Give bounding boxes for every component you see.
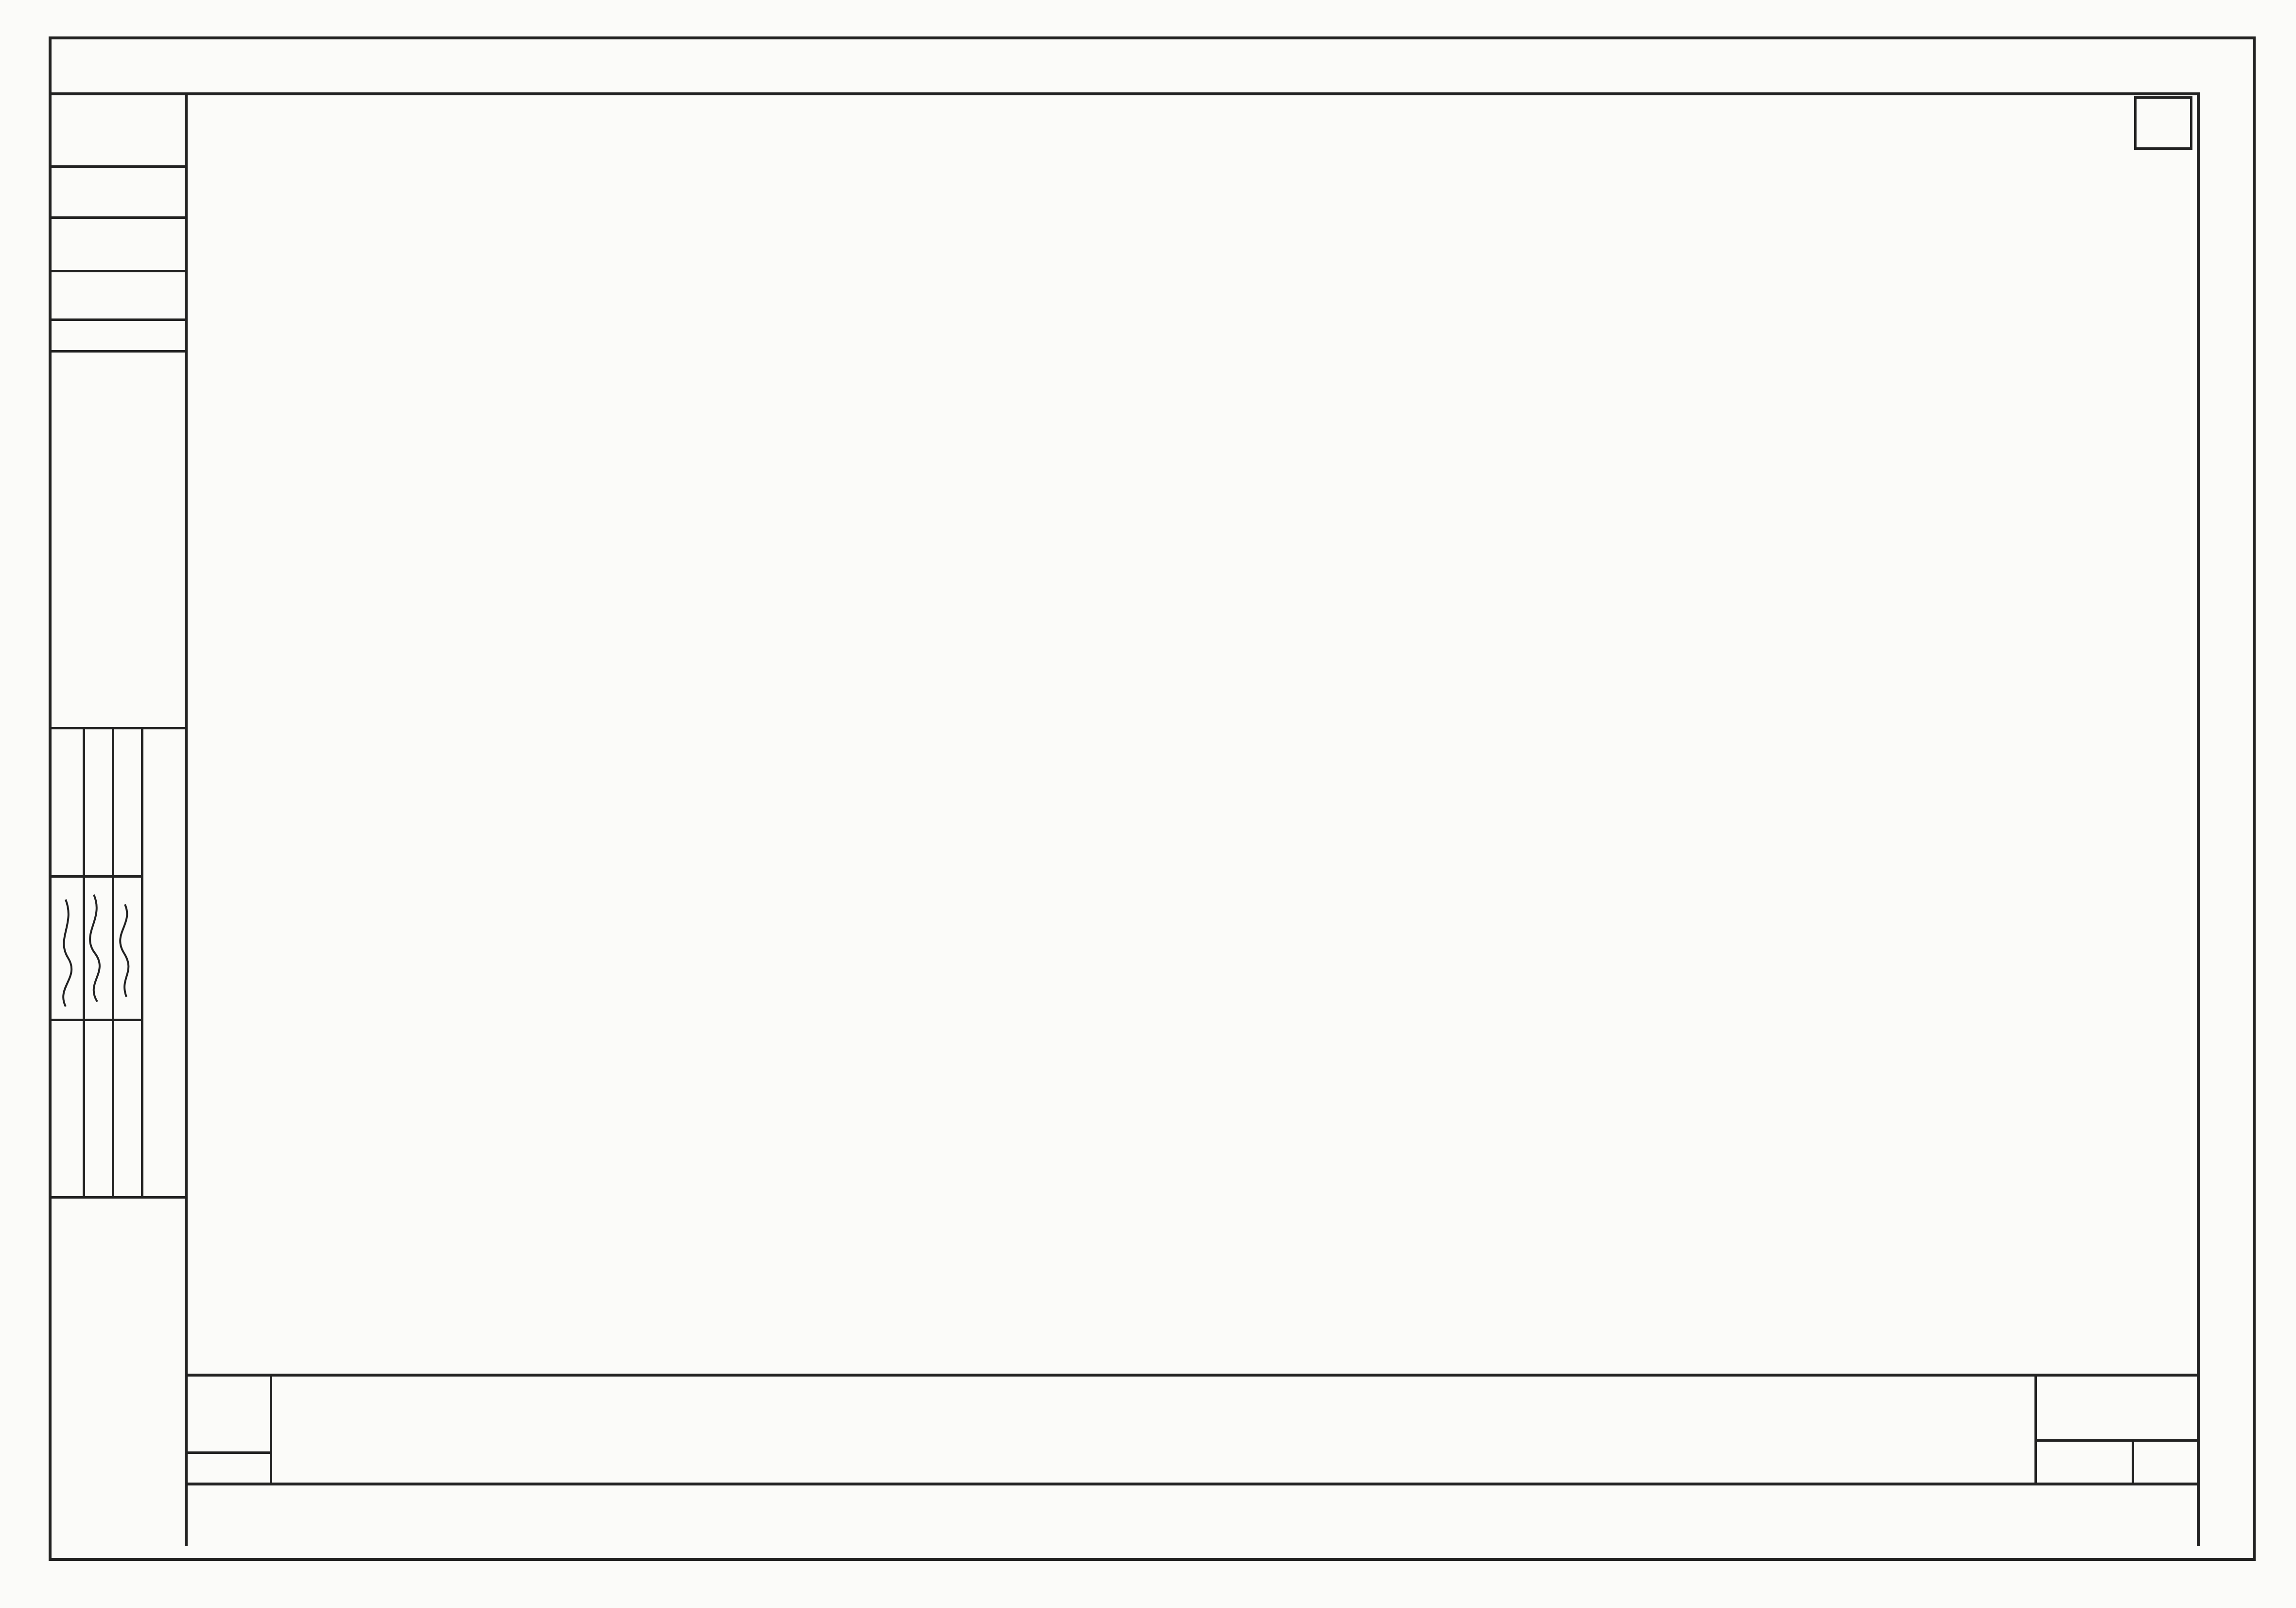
- sign-line: [49, 1196, 185, 1199]
- right-spec-row: [1293, 906, 1760, 950]
- content-frame: [185, 92, 2200, 1546]
- side-line: [49, 270, 185, 272]
- right-spec-row: [1293, 773, 1760, 817]
- signatures-image: [51, 880, 143, 1016]
- side-line: [49, 318, 185, 321]
- title-divider: [185, 1451, 270, 1454]
- sheet-number: [2134, 96, 2192, 150]
- tk-mark: [187, 1378, 270, 1451]
- title-divider: [2034, 1439, 2200, 1442]
- sign-line: [49, 727, 185, 729]
- title-divider: [270, 1374, 272, 1485]
- sign-line: [49, 1019, 141, 1021]
- right-spec-row: [1293, 817, 1760, 862]
- side-line: [49, 216, 185, 219]
- title-divider: [2034, 1374, 2037, 1485]
- title-divider: [2132, 1439, 2134, 1485]
- side-line: [49, 350, 185, 353]
- side-strip: [49, 92, 185, 1546]
- right-spec: [1293, 773, 1760, 950]
- side-line: [49, 165, 185, 168]
- left-spec-row: [253, 1269, 899, 1313]
- right-spec-row: [1293, 862, 1760, 906]
- left-spec: [253, 1269, 899, 1313]
- sign-line: [49, 875, 141, 878]
- title-block: [185, 1374, 2200, 1485]
